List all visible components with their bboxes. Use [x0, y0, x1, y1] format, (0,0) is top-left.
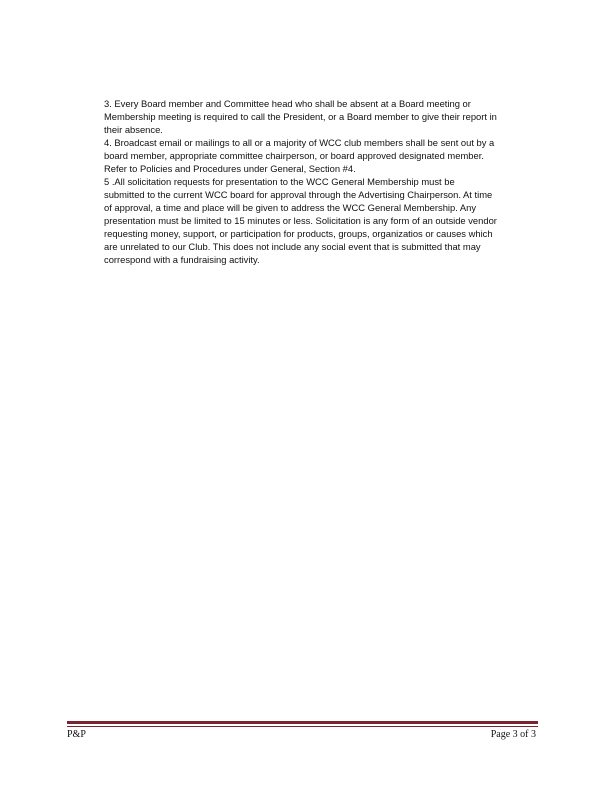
footer-left-label: P&P — [67, 729, 86, 740]
body-line: Refer to Policies and Procedures under General, Section #4. — [104, 163, 356, 174]
body-line: 3. Every Board member and Committee head who shall be absent at a Board meeting or — [104, 98, 471, 109]
body-line: requesting money, support, or participation for products, groups, organizatios or causes which — [104, 228, 493, 239]
body-line: board member, appropriate committee chairperson, or board approved designated member. — [104, 150, 484, 161]
footer-rule-thick — [67, 721, 538, 724]
body-line: of approval, a time and place will be given to address the WCC General Membership. Any — [104, 202, 477, 213]
body-line: 4. Broadcast email or mailings to all or a majority of WCC club members shall be sent out by a — [104, 137, 495, 148]
footer-rule-thin — [67, 726, 538, 727]
document-body — [104, 97, 544, 266]
body-line: Membership meeting is required to call the President, or a Board member to give their report in — [104, 111, 497, 122]
body-line: 5 .All solicitation requests for presentation to the WCC General Membership must be — [104, 176, 455, 187]
body-line: submitted to the current WCC board for approval through the Advertising Chairperson. At time — [104, 189, 493, 200]
body-line: presentation must be limited to 15 minutes or less. Solicitation is any form of an outside vendor — [104, 215, 497, 226]
body-line: correspond with a fundraising activity. — [104, 254, 260, 265]
body-line: are unrelated to our Club. This does not include any social event that is submitted that may — [104, 241, 481, 252]
page-number: Page 3 of 3 — [490, 729, 536, 740]
body-line: their absence. — [104, 124, 163, 135]
